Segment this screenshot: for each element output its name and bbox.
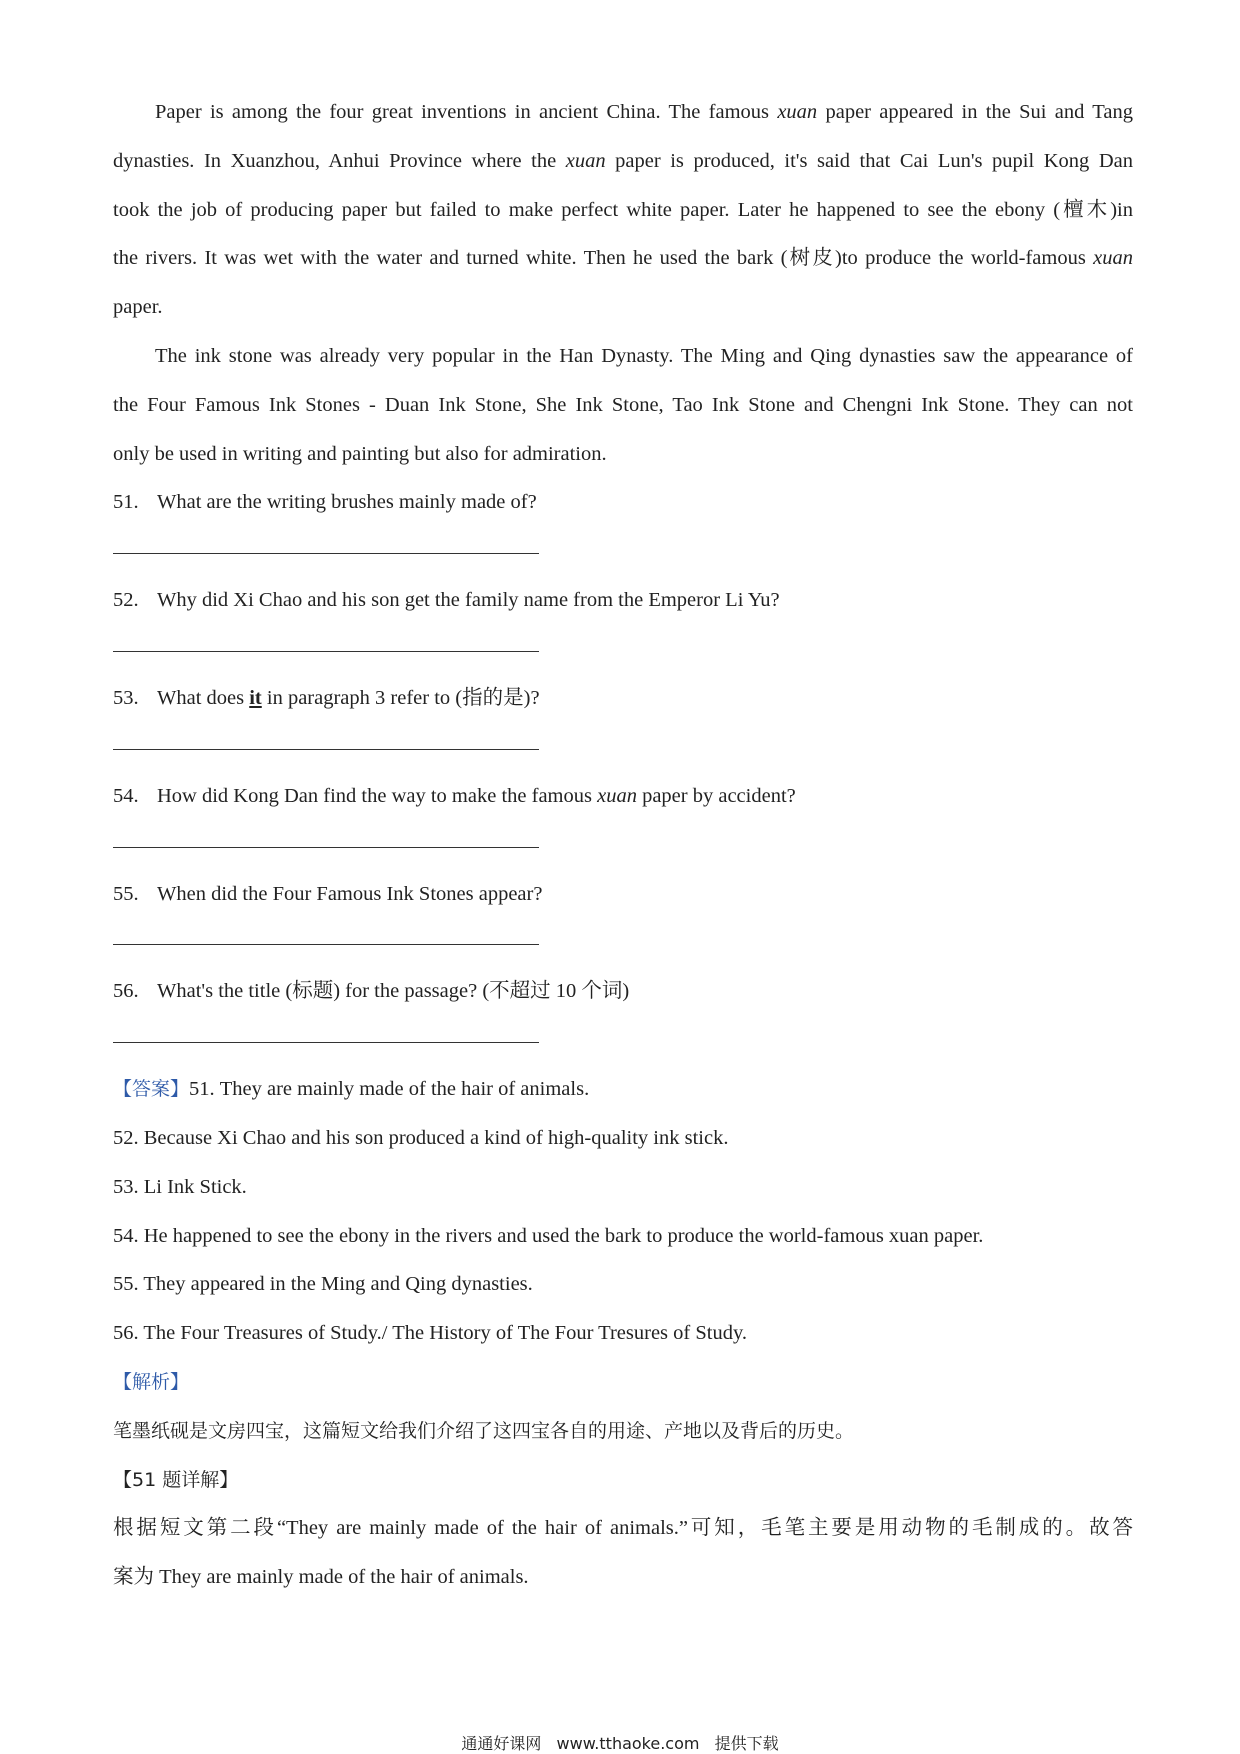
detail-51-section bbox=[113, 1456, 1133, 1602]
text-run: in paragraph 3 refer to (指的是)? bbox=[261, 686, 540, 709]
question-number: 52. bbox=[113, 589, 139, 612]
paragraph-line: The ink stone was already very popular in the Han Dynasty. The Ming and Qing dynasties saw the appearance of bbox=[155, 344, 1133, 367]
detail-51-label: 【51 题详解】 bbox=[113, 1468, 239, 1491]
answer-line bbox=[113, 749, 539, 750]
question-56 bbox=[113, 967, 1133, 1016]
question-number: 54. bbox=[113, 784, 139, 807]
text-run: paper by accident? bbox=[636, 784, 796, 807]
answer-line-text: 56. The Four Treasures of Study./ The History of The Four Tresures of Study. bbox=[113, 1322, 747, 1345]
analysis-label: 【解析】 bbox=[113, 1370, 190, 1393]
footer-site-name: 通通好课网 bbox=[461, 1734, 542, 1753]
footer-note: 提供下载 bbox=[714, 1734, 779, 1753]
text-run: paper. bbox=[113, 296, 163, 319]
paragraph-paper bbox=[113, 88, 1133, 332]
answer-line-text: 54. He happened to see the ebony in the rivers and used the bark to produce the world-famous xuan paper. bbox=[113, 1224, 984, 1247]
question-52 bbox=[113, 576, 1133, 625]
footer-url[interactable]: www.tthaoke.com bbox=[556, 1734, 700, 1753]
question-54 bbox=[113, 772, 1133, 821]
answer-blank[interactable] bbox=[113, 918, 1133, 967]
question-number: 55. bbox=[113, 882, 139, 905]
question-number: 56. bbox=[113, 980, 139, 1003]
text-run: When did the Four Famous Ink Stones appear? bbox=[157, 882, 543, 905]
text-run: paper appeared in the Sui and Tang bbox=[817, 101, 1133, 123]
text-run: What does bbox=[157, 686, 250, 709]
answer-label: 【答案】 bbox=[113, 1078, 190, 1101]
paragraph-line: only be used in writing and painting but also for admiration. bbox=[113, 442, 607, 465]
italic-word: xuan bbox=[777, 101, 818, 123]
answer-blank[interactable] bbox=[113, 821, 1133, 870]
text-run: took the job of producing paper but failed to make perfect white paper. Later he happened to see the ebony (檀木)in bbox=[113, 198, 1133, 221]
question-55 bbox=[113, 870, 1133, 919]
text-run: paper is produced, it's said that Cai Lun's pupil Kong Dan bbox=[605, 149, 1133, 172]
analysis-section bbox=[113, 1358, 1133, 1456]
paragraph-line bbox=[113, 137, 1133, 186]
paragraph-line bbox=[113, 234, 1133, 283]
paragraph-line bbox=[113, 283, 1133, 332]
italic-word: xuan bbox=[1093, 247, 1133, 270]
text-run: Paper is among the four great inventions in ancient China. The famous bbox=[155, 101, 778, 123]
answer-line bbox=[113, 847, 539, 848]
footer bbox=[0, 1731, 1240, 1754]
detail-51-line-1: 根据短文第二段“They are mainly made of the hair of animals.”可知，毛笔主要是用动物的毛制成的。故答 bbox=[113, 1517, 1133, 1540]
answer-blank[interactable] bbox=[113, 527, 1133, 576]
text-run: What's the title (标题) for the passage? (不超过 10 个词) bbox=[157, 980, 630, 1003]
answer-line-text: 53. Li Ink Stick. bbox=[113, 1175, 247, 1198]
paragraph-line bbox=[113, 88, 1133, 137]
answer-blank[interactable] bbox=[113, 723, 1133, 772]
paragraph-line: the Four Famous Ink Stones - Duan Ink Stone, She Ink Stone, Tao Ink Stone and Chengni Ink Stone. They can not bbox=[113, 393, 1133, 416]
question-53 bbox=[113, 674, 1133, 723]
answer-section bbox=[113, 1065, 1133, 1358]
question-number: 53. bbox=[113, 686, 139, 709]
paragraph-line bbox=[113, 186, 1133, 235]
answer-blank[interactable] bbox=[113, 1016, 1133, 1065]
text-run: How did Kong Dan find the way to make the famous bbox=[157, 784, 598, 807]
analysis-text: 笔墨纸砚是文房四宝，这篇短文给我们介绍了这四宝各自的用途、产地以及背后的历史。 bbox=[113, 1419, 855, 1442]
italic-word: xuan bbox=[597, 784, 637, 807]
answer-line bbox=[113, 1042, 539, 1043]
answer-blank[interactable] bbox=[113, 625, 1133, 674]
text-run: What are the writing brushes mainly made of? bbox=[157, 491, 537, 514]
answer-51: 51. They are mainly made of the hair of animals. bbox=[189, 1078, 590, 1101]
answer-line-text: 52. Because Xi Chao and his son produced a kind of high-quality ink stick. bbox=[113, 1126, 729, 1149]
answer-line bbox=[113, 553, 539, 554]
paragraph-ink-stone bbox=[113, 332, 1133, 478]
question-51 bbox=[113, 478, 1133, 527]
text-run: the rivers. It was wet with the water and turned white. Then he used the bark (树皮)to produce the world-famous bbox=[113, 247, 1094, 270]
underlined-word: it bbox=[249, 686, 262, 709]
detail-51-line-2: 案为 They are mainly made of the hair of animals. bbox=[113, 1566, 529, 1589]
text-run: dynasties. In Xuanzhou, Anhui Province where the bbox=[113, 149, 566, 172]
text-run: Why did Xi Chao and his son get the family name from the Emperor Li Yu? bbox=[157, 589, 780, 612]
question-list bbox=[113, 478, 1133, 1065]
italic-word: xuan bbox=[565, 149, 606, 172]
answer-line bbox=[113, 651, 539, 652]
document-page bbox=[113, 88, 1133, 1602]
answer-line bbox=[113, 944, 539, 945]
answer-line-text: 55. They appeared in the Ming and Qing dynasties. bbox=[113, 1273, 533, 1296]
question-number: 51. bbox=[113, 491, 139, 514]
